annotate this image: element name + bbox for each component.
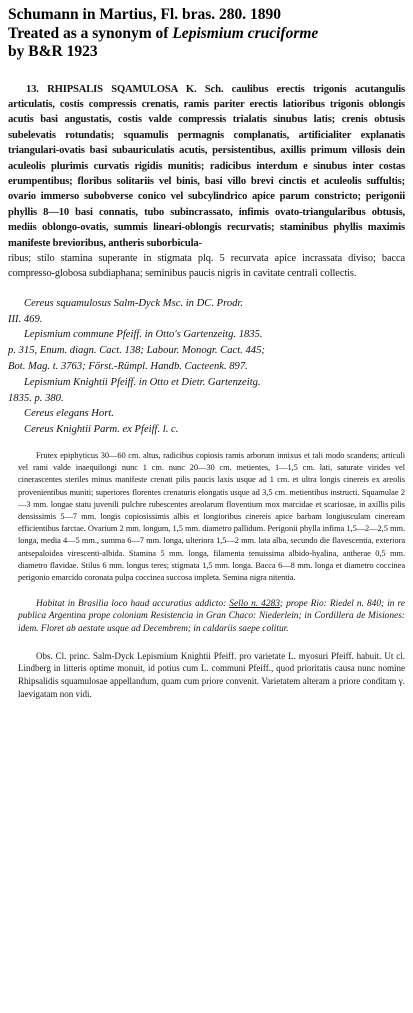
morphological-description: Frutex epiphyticus 30—60 cm. altus, radicibus copiosis ramis arborum innixus et tali modo scandens; articuli vel rami valde inaequilongi nunc 1 cm. nunc 20—30 cm. metientes, 1—1,5 cm. lati, saturate virides vel cinerascentes steriles minus manifeste crenati pilis paucis laxis usque ad 1 cm. et ultra longis cinereis ex areolis provenientibus muniti; superiores florentes crenaturis elongatis usque ad 3,5 cm. metientibus instructi. Squamulae 2—3 mm. longae statu juvenili pulchre rubescentes areolarum floventium mox marcidae et scariosae, in axillis pilis densissimis 5—7 mm. longis copiosissimis albis et longioribus cinereis apice barbam longiusculam cineream efficientibus farctae. Ovarium 2 mm. longum, 1,5 mm. diametro pallidum. Perigonii phylla infima 1,5—2—2,5 mm. longa, media 4—5 mm., summa 6—7 mm. longa, ulteriora 1,5—2 mm. lata alba, secundo die flavescentia, exteriora antsepaloidea virescenti-albida. Stamina 5 mm. longa, filamenta tenuissima albido-hyalina, antherae 0,5 mm. diametro flavidae. Stilus 6 mm. longus teres; stigmata 1,5 mm. longa. Bacca 6—8 mm. longa et diametro coccinea perigonio emarcido coronata pulpa coccinea succosa impleta. Semina nigra nitentia. — [18, 450, 405, 582]
synonym-line-prefix: Treated as a synonym of — [8, 24, 173, 42]
observation-paragraph: Obs. Cl. princ. Salm-Dyck Lepismium Knightii Pfeiff. pro varietate L. myosuri Pfeiff. habuit. Ut cl. Lindberg in litteris optime monuit, id potius cum L. communi Pfeiff., quod prioritatis causa nunc nomine Rhipsalidis squamulosae appellandum, quam cum priore convenit. Varietatem alteram a priore conditam γ. laevigatam non vidi. — [18, 650, 405, 699]
synonym-line: 1835. p. 380. — [8, 392, 64, 404]
latin-diagnosis-continued: ribus; stilo stamina superante in stigmata plq. 5 recurvata apice incrassata diviso; bacca compresso-globosa subdiaphana; seminibus paucis nigris in cavitate centrali collectis. — [8, 252, 405, 280]
synonym-line: p. 315, Enum. diagn. Cact. 138; Labour. Monogr. Cact. 445; — [8, 345, 265, 357]
authority-line: by B&R 1923 — [8, 43, 98, 60]
synonym-line — [8, 25, 405, 44]
synonym-line: Cereus Knightii Parm. ex Pfeiff. l. c. — [24, 424, 179, 436]
latin-diagnosis: 13. RHIPSALIS SQAMULOSA K. Sch. caulibus erectis trigonis acutangulis articulatis, costis compressis crenatis, ramis pariter erectis latioribus trigonis oblongis acutis basi angustatis, costis valde compressis trialatis sinubus latis; crenis obtusis subelevatis rotundatis; squamulis permagnis complanatis, artificialiter explanatis triangulari-ovatis basi subauriculatis acutis, persistentibus, axillis primum villosis dein aculeolis plurimis curvatis rigidis munitis; radicibus interdum e sinubus inter costas erumpentibus; floribus solitariis vel binis, basi villo brevi cinctis et aculeolis suffultis; ovario immerso subobverse conico vel subcylindrico apice parum constricto; perigonii phyllis 8—10 basi connatis, tubo subincrassato, infimis ovato-triangularibus obtusis, mediis oblongo-ovatis, summis lineari-oblongis recurvatis; staminibus phyllis maximis manifeste brevioribus, antheris suborbicula- — [8, 83, 405, 249]
habitat-paragraph — [8, 598, 405, 635]
citation-line: Schumann in Martius, Fl. bras. 280. 1890 — [8, 6, 282, 23]
page-heading — [8, 6, 405, 62]
specimen-reference: Sello n. 4283 — [229, 599, 280, 610]
synonym-list — [8, 296, 405, 438]
synonym-line: III. 469. — [8, 313, 43, 325]
synonym-line: Cereus squamulosus Salm-Dyck Msc. in DC. Prodr. — [24, 297, 244, 309]
habitat-text-continued: ; prope Rio: Riedel n. 840; in re publica Argentina prope coloniam Resistencia in Gran Chaco: Niederlein; in Cordillera de Misiones: idem. Floret ab aestate usque ad Decembrem; in caldariis saepe colitur. — [18, 599, 405, 634]
synonym-line: Cereus elegans Hort. — [24, 408, 114, 420]
habitat-text: Habitat in Brasilia loco haud accuratius addicto: — [36, 599, 230, 610]
synonym-line: Bot. Mag. t. 3763; Först.-Rümpl. Handb. Cacteenk. 897. — [8, 360, 248, 372]
synonym-line: Lepismium commune Pfeiff. in Otto's Gartenzeitg. 1835. — [24, 329, 263, 341]
synonym-line: Lepismium Knightii Pfeiff. in Otto et Dietr. Gartenzeitg. — [24, 376, 261, 388]
accepted-name: Lepismium cruciforme — [172, 24, 319, 42]
